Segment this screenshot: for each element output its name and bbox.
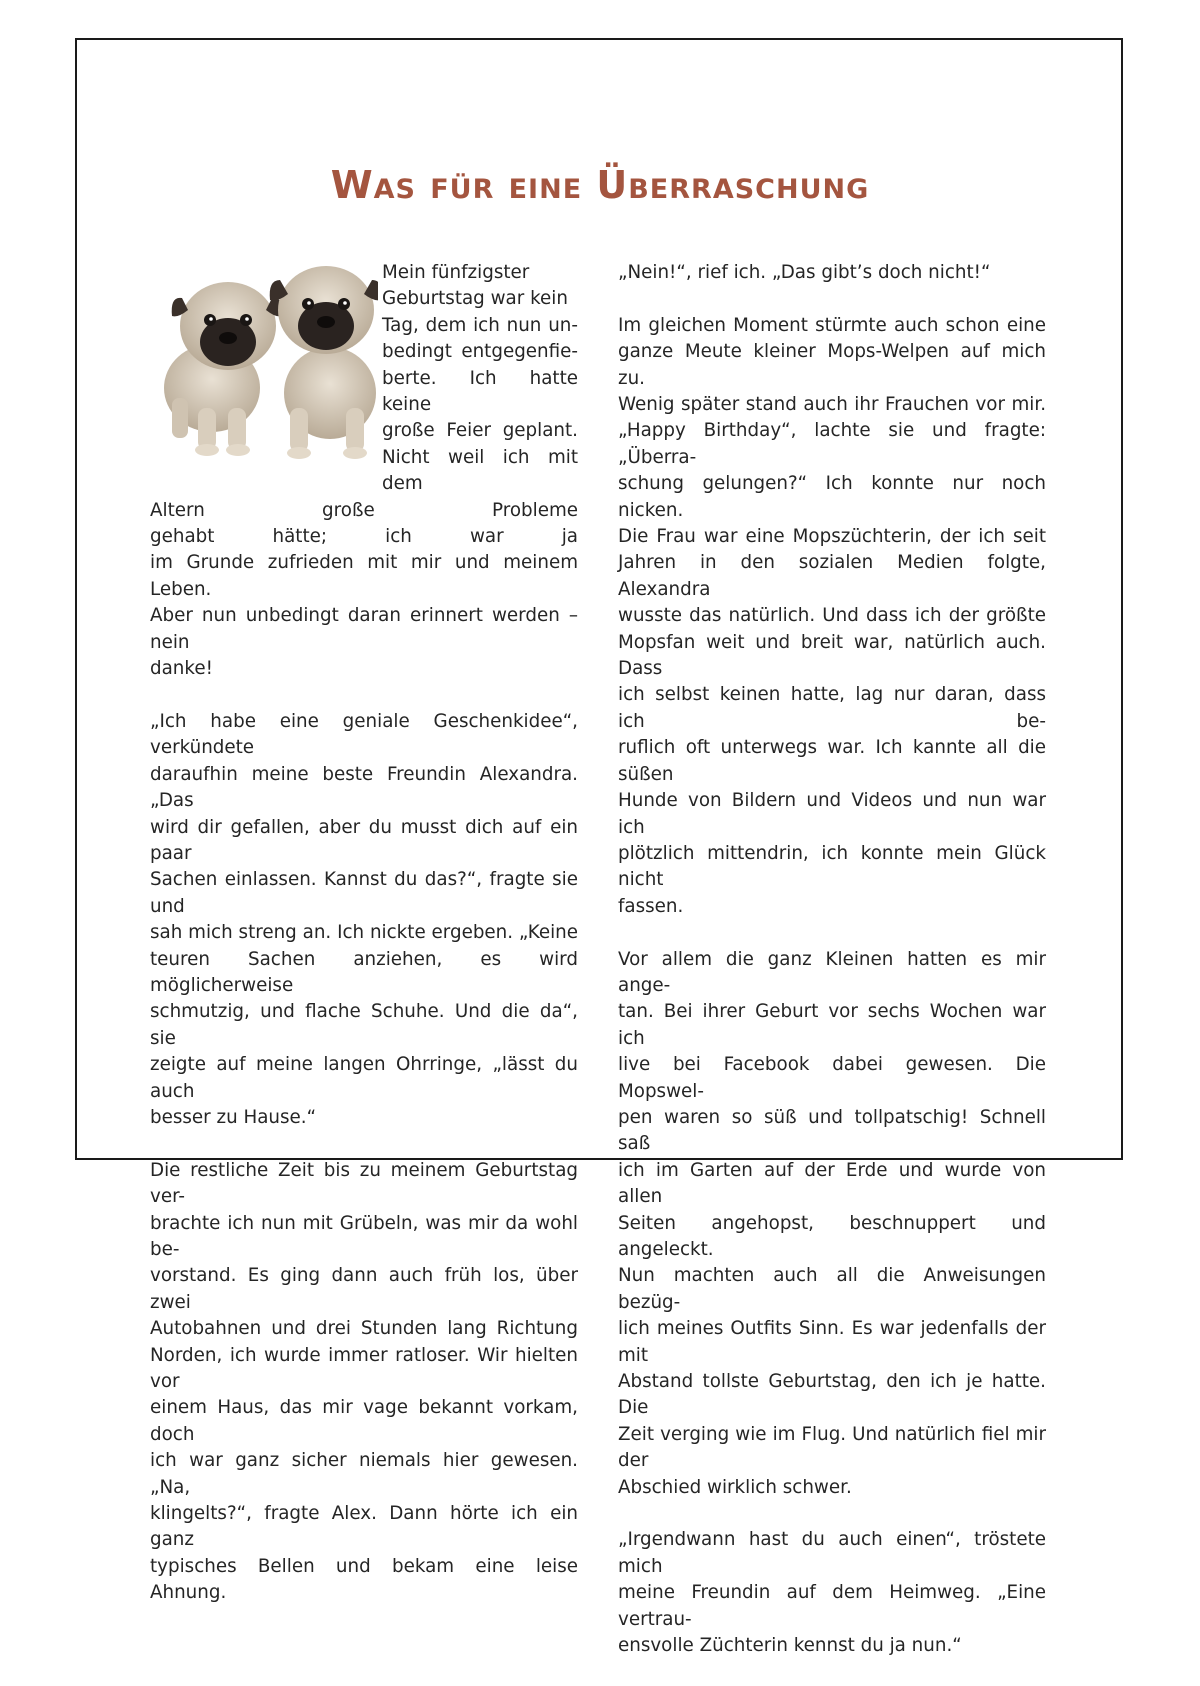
text-line: Zeit verging wie im Flug. Und natürlich fiel mir der [618, 1423, 1046, 1472]
text-line: Norden, ich wurde immer ratloser. Wir hielten vor [150, 1344, 578, 1393]
text-line: tan. Bei ihrer Geburt vor sechs Wochen war ich [618, 1001, 1046, 1049]
paragraph-5 [618, 313, 1046, 920]
text-line: Seiten angehopst, beschnuppert und angeleckt. [618, 1212, 1046, 1260]
text-line: Aber nun unbedingt daran erinnert werden – nein [150, 605, 578, 653]
text-line: Wenig später stand auch ihr Frauchen vor mir. [618, 394, 1046, 416]
text-line: Tag, dem ich nun un- [382, 314, 578, 336]
text-line: fassen. [618, 895, 684, 917]
pug-left [164, 282, 282, 456]
text-line: Vor allem die ganz Kleinen hatten es mir ange- [618, 948, 1046, 996]
text-line: danke! [150, 658, 213, 680]
text-line: einem Haus, das mir vage bekannt vorkam, doch [150, 1397, 578, 1445]
text-line: ganze Meute kleiner Mops-Welpen auf mich zu. [618, 341, 1046, 389]
paragraph-2 [150, 709, 578, 1132]
text-line: ich im Garten auf der Erde und wurde von allen [618, 1159, 1046, 1208]
text-line: Mein fünfzigster [382, 262, 530, 283]
paragraph-1-continued [150, 550, 578, 682]
right-column [618, 260, 1046, 1686]
text-line: zeigte auf meine langen Ohrringe, „lässt du auch [150, 1054, 578, 1102]
text-line: bedingt entgegenfie- [382, 341, 578, 363]
text-line: lich meines Outfits Sinn. Es war jedenfalls der mit [618, 1318, 1046, 1366]
text-line: Altern große Probleme [150, 499, 578, 521]
paragraph-6 [618, 947, 1046, 1502]
text-line: brachte ich nun mit Grübeln, was mir da wohl be- [150, 1212, 578, 1260]
text-line: typisches Bellen und bekam eine leise Ahnung. [150, 1555, 578, 1604]
text-line: berte. Ich hatte keine [382, 367, 578, 416]
text-line: schmutzig, und flache Schuhe. Und die da“, sie [150, 1001, 578, 1049]
text-line: klingelts?“, fragte Alex. Dann hörte ich ein ganz [150, 1503, 578, 1551]
pug-puppies-photo [150, 258, 378, 486]
text-line: Jahren in den sozialen Medien folgte, Alexandra [618, 552, 1046, 600]
text-line: Nicht weil ich mit dem [382, 446, 578, 495]
text-line: plötzlich mittendrin, ich konnte mein Glück nicht [618, 842, 1046, 891]
text-line: schung gelungen?“ Ich konnte nur noch nicken. [618, 473, 1046, 521]
paragraph-3 [150, 1158, 578, 1607]
text-line: „Irgendwann hast du auch einen“, tröstete mich [618, 1529, 1046, 1577]
page-title: Was für eine Überraschung [330, 163, 870, 207]
text-line: Die restliche Zeit bis zu meinem Geburtstag ver- [150, 1159, 578, 1208]
text-line: Abschied wirklich schwer. [618, 1476, 852, 1498]
paragraph-7 [618, 1527, 1046, 1659]
text-line: teuren Sachen anziehen, es wird möglicherweise [150, 948, 578, 996]
text-line: vorstand. Es ging dann auch früh los, über zwei [150, 1265, 578, 1313]
text-line: im Grunde zufrieden mit mir und meinem Leben. [150, 552, 578, 600]
text-line: ruflich oft unterwegs war. Ich kannte all die süßen [618, 737, 1046, 785]
text-line: wird dir gefallen, aber du musst dich auf ein paar [150, 816, 578, 864]
text-line: Abstand tollste Geburtstag, den ich je hatte. Die [618, 1371, 1046, 1419]
text-line: Autobahnen und drei Stunden lang Richtung [150, 1318, 578, 1340]
pug-right [270, 266, 378, 459]
text-line: Nun machten auch all die Anweisungen bezüg- [618, 1265, 1046, 1313]
text-line: besser zu Hause.“ [150, 1106, 317, 1128]
text-line: gehabt hätte; ich war ja [150, 526, 578, 548]
text-line: „Nein!“, rief ich. „Das gibt’s doch nicht!“ [618, 262, 991, 283]
text-line: ich selbst keinen hatte, lag nur daran, dass ich be- [618, 684, 1046, 732]
text-line: Hunde von Bildern und Videos und nun war ich [618, 790, 1046, 838]
text-line: daraufhin meine beste Freundin Alexandra. „Das [150, 763, 578, 812]
text-line: Im gleichen Moment stürmte auch schon eine [618, 314, 1046, 336]
text-line: Mopsfan weit und breit war, natürlich auch. Dass [618, 631, 1046, 680]
text-line: ich war ganz sicher niemals hier gewesen. „Na, [150, 1450, 578, 1498]
text-line: „Happy Birthday“, lachte sie und fragte: „Überra- [618, 420, 1046, 468]
text-line: Geburtstag war kein [382, 288, 568, 310]
text-line: „Ich habe eine geniale Geschenkidee“, verkündete [150, 710, 578, 759]
text-line: sah mich streng an. Ich nickte ergeben. „Keine [150, 922, 578, 944]
text-line: live bei Facebook dabei gewesen. Die Mopswel- [618, 1054, 1046, 1102]
paragraph-4 [618, 260, 1046, 286]
text-line: wusste das natürlich. Und dass ich der größte [618, 605, 1046, 627]
text-line: große Feier geplant. [382, 420, 578, 442]
left-column [150, 260, 578, 1633]
text-line: ensvolle Züchterin kennst du ja nun.“ [618, 1635, 962, 1657]
text-line: meine Freundin auf dem Heimweg. „Eine vertrau- [618, 1582, 1046, 1630]
text-line: pen waren so süß und tollpatschig! Schnell saß [618, 1106, 1046, 1155]
text-line: Sachen einlassen. Kannst du das?“, fragte sie und [150, 869, 578, 917]
text-line: Die Frau war eine Mopszüchterin, der ich seit [618, 526, 1046, 548]
